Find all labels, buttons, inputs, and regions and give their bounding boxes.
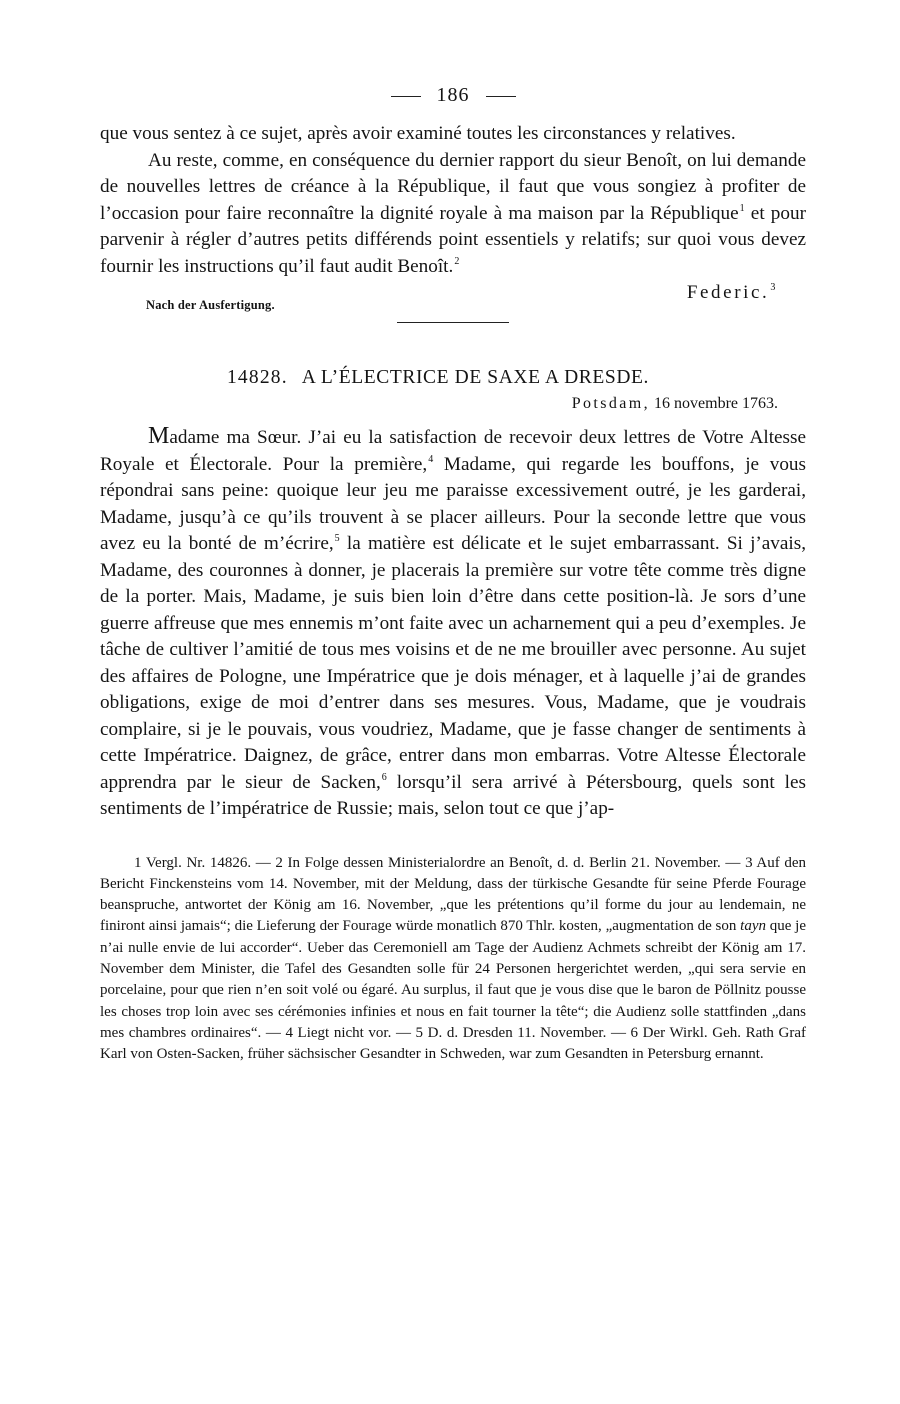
running-head (100, 84, 806, 107)
prev-letter-text-b: et pour parvenir à régler d’autres petits différends point essentiels y relatifs; sur quoi vous devez fournir les instructions qu’il faut audit Benoît. (100, 202, 806, 277)
footnote-text-a: 1 Vergl. Nr. 14826. — 2 In Folge dessen Ministerialordre an Benoît, d. d. Berlin 21. November. — 3 Auf den Bericht Finckensteins vom 14. November, mit der Meldung, dass der türkische Gesandte für seine Pferde Fourage beanspruche, antwortet der König am 16. November, „que les prétentions qu’il forme du jour au lendemain, ne finiront ainsi jamais“; die Lieferung der Fourage würde monatlich 870 Thlr. kosten, „augmentation de son (100, 854, 806, 935)
footnote-ref-3: 3 (770, 282, 778, 293)
signature-name: Federic. (686, 282, 770, 303)
letter-text-4: lorsqu’il sera arrivé à Pétersbourg, quels sont les sentiments de l’impératrice de Russie; mais, selon tout ce que j’ap- (100, 771, 806, 819)
footnote-ref-2: 2 (454, 255, 460, 267)
running-head-dash-left (391, 96, 421, 97)
prev-letter-paragraph-1: que vous sentez à ce sujet, après avoir examiné toutes les circonstances y relatives. (100, 123, 736, 144)
footnote-italic-word: tayn (740, 918, 766, 935)
dateline-date: 16 novembre 1763. (654, 395, 778, 412)
dateline (100, 393, 806, 415)
letter-text-3: la matière est délicate et le sujet embarrassant. Si j’avais, Madame, des couronnes à donner, je placerais la première sur votre tête comme très digne de la porter. Mais, Madame, je suis bien loin d’être dans cette position-là. Je sors d’une guerre affreuse que mes ennemis m’ont faite avec un acharnement qui a peu d’exemples. Je tâche de cultiver l’amitié de tous mes voisins et de ne me brouiller avec personne. Au sujet des affaires de Pologne, une Impératrice que je dois ménager, et à laquelle j’ai de grandes obligations, exige de moi d’entrer dans ses mesures. Vous, Madame, que je voudrais complaire, si je le pouvais, vous voudriez, Madame, que je fasse changer de sentiments à cette Impératrice. Daignez, de grâce, entrer dans mon embarras. Votre Altesse Électorale apprendra par le sieur de Sacken, (100, 533, 807, 793)
document-page (100, 84, 806, 1065)
letter-body (100, 423, 806, 823)
running-head-dash-right (486, 96, 516, 97)
footnotes (100, 853, 806, 1066)
dateline-place: Potsdam, (571, 395, 651, 412)
letter-text-1: adame ma Sœur. J’ai eu la satisfaction de recevoir deux lettres de Votre Altesse Royale et Électorale. Pour la première, (100, 427, 806, 475)
source-note: Nach der Ausfertigung. (146, 298, 275, 312)
letter-text-2: Madame, qui regarde les bouffons, je vous répondrai sans peine: quoique leur jeu me paraisse excessivement outré, je les garderai, Madame, jusqu’à ce qu’ils trouvent à se placer ailleurs. Pour la seconde lettre que vous avez eu la bonté de m’écrire, (100, 453, 806, 554)
footnote-block (100, 853, 806, 1066)
section-divider (397, 322, 509, 323)
letter-title: A L’ÉLECTRICE DE SAXE A DRESDE. (301, 367, 650, 388)
prev-letter-paragraph-2 (100, 148, 806, 281)
page-number: 186 (436, 84, 470, 106)
footnote-ref-4: 4 (428, 453, 434, 465)
footnote-ref-5: 5 (334, 533, 340, 544)
letter-number: 14828. (226, 367, 288, 388)
footnote-text-b: que je n’ai nulle envie de lui accorder“. Ueber das Ceremoniell am Tage der Audienz Achmets schreibt der König am 17. November dem Minister, die Tafel des Gesandten solle für 24 Personen hergerichtet werden, „qui sera servie en porcelaine, pour que rien n’en soit volé ou égaré. Au surplus, il faut que je vous dise que le baron de Pöllnitz pousse les choses trop loin avec ses cérémonies infinies et nous en fait tourner la tête“; die Audienz solle stattfinden „dans mes chambres ordinaires“. — 4 Liegt nicht vor. — 5 D. d. Dresden 11. November. — 6 Der Wirkl. Geh. Rath Graf Karl von Osten-Sacken, früher sächsischer Gesandter in Schweden, war zum Gesandten in Petersburg ernannt. (100, 918, 806, 1063)
footnote-ref-6: 6 (381, 771, 387, 783)
footnote-ref-1: 1 (739, 202, 745, 214)
prev-letter-text-a: Au reste, comme, en conséquence du dernier rapport du sieur Benoît, on lui demande de nouvelles lettres de créance à la République, il faut que vous songiez à profiter de l’occasion pour faire reconnaître la dignité royale à ma maison par la République (100, 149, 806, 224)
letter-heading (100, 367, 806, 389)
source-signature-row (100, 282, 806, 322)
signature (687, 282, 778, 304)
drop-capital: M (148, 423, 170, 449)
